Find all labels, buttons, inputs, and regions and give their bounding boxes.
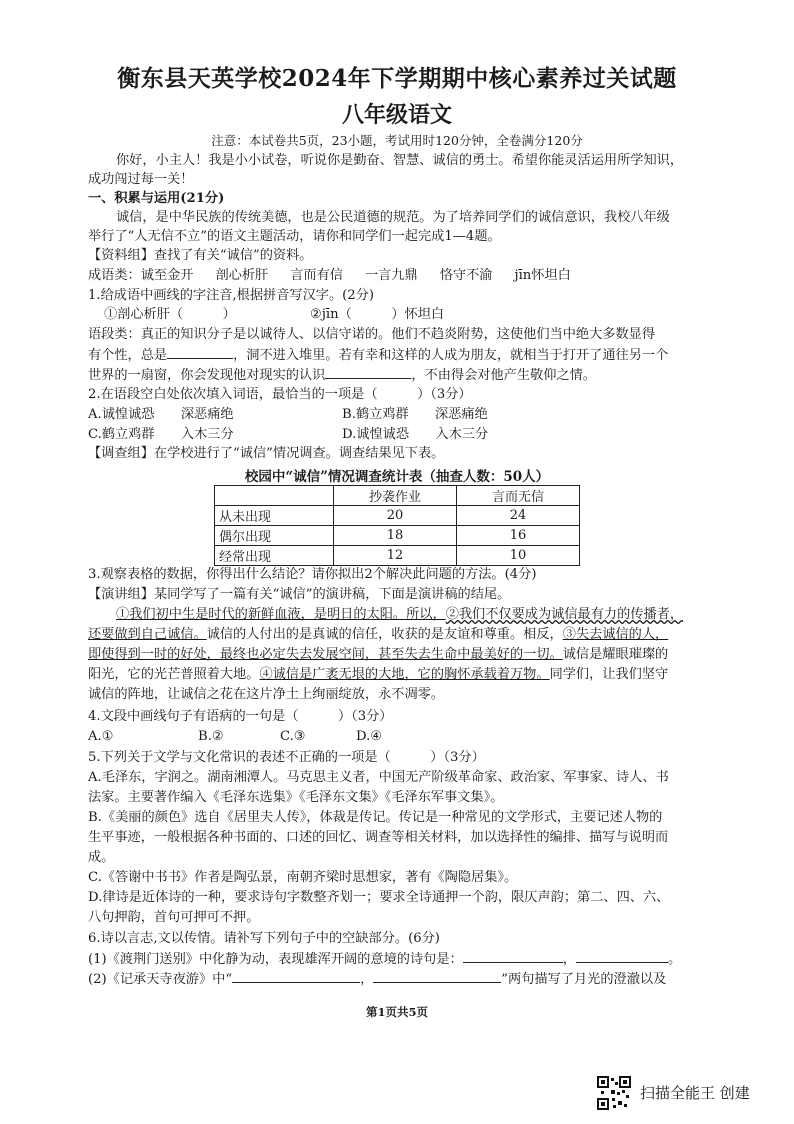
- table-row: 从未出现 20 24: [215, 506, 580, 526]
- diaocha-label: 【调查组】在学校进行了“诚信”情况调查。调查结果见下表。: [88, 446, 445, 461]
- qr-code-icon: [597, 1076, 631, 1110]
- scanner-brand: 扫描全能王 创建: [640, 1084, 750, 1102]
- question-1-b: ②jīn（ ）怀坦白: [310, 307, 445, 322]
- section-heading: 一、积累与运用(21分): [88, 191, 225, 206]
- table-header-col1: 抄袭作业: [334, 486, 457, 506]
- chengyu-label: 成语类：: [88, 268, 141, 283]
- q4-option-b: B.②: [198, 729, 224, 744]
- table-caption: 校园中“诚信”情况调查统计表（抽查人数：50人）: [244, 469, 550, 485]
- table-row: 经常出现 12 10: [215, 546, 580, 566]
- page-number: 第1页共5页: [365, 1005, 428, 1019]
- table-header-col2: 言而无信: [457, 486, 580, 506]
- yanjiang-label: 【演讲组】某同学写了一篇有关“诚信”的演讲稿，下面是演讲稿的结尾。: [88, 587, 511, 602]
- question-5: 5.下列关于文学与文化常识的表述不正确的一项是（ ）（3分）: [88, 750, 485, 765]
- q5-option-b-2: 生平事迹，一般根据各种书面的、口述的回忆、调查等相关材料，加以选择性的编排、描写与说明而: [88, 830, 669, 845]
- exam-note: 注意：本试卷共5页，23小题，考试用时120分钟，全卷满分120分: [211, 133, 583, 148]
- question-1: 1.给成语中画线的字注音,根据拼音写汉字。(2分): [88, 288, 375, 303]
- poem-blank-1[interactable]: [463, 950, 563, 963]
- q5-option-a-1: A.毛泽东，字润之。湖南湘潭人。马克思主义者，中国无产阶级革命家、政治家、军事家、诗人、书: [88, 770, 669, 785]
- yuduan-line-2: 有个性，总是 ，洞不进入堆里。若有幸和这样的人成为朋友，就相当于打开了通往另一个: [88, 348, 669, 363]
- question-6-2: (2)《记承天寺夜游》中“ ， ”两句描写了月光的澄澈以及: [88, 972, 667, 987]
- q4-option-a: A.①: [88, 729, 114, 744]
- chengyu-2: 剖心析肝: [215, 268, 269, 283]
- section-para-1: 诚信，是中华民族的传统美德，也是公民道德的规范。为了培养同学们的诚信意识，我校八年级: [116, 210, 670, 225]
- q5-option-a-2: 法家。主要著作编入《毛泽东选集》《毛泽东文集》《毛泽东军事文集》。: [88, 790, 504, 805]
- chengyu-6: jīn怀坦白: [514, 268, 571, 283]
- table-header-empty: [215, 486, 334, 506]
- chengyu-5: 恪守不渝: [439, 268, 493, 283]
- table-row: 偶尔出现 18 16: [215, 526, 580, 546]
- q4-option-d: D.④: [356, 729, 383, 744]
- speech-line-2: 还要做到自己诚信。诚信的人付出的是真诚的信任，收获的是友谊和尊重。相反，③失去诚信的人，: [88, 627, 669, 642]
- exam-subtitle: 八年级语文: [341, 102, 452, 128]
- chengyu-3: 言而有信: [290, 268, 343, 283]
- chengyu-row: [88, 267, 571, 285]
- question-1-a: ①剖心析肝（ ）: [104, 307, 236, 322]
- question-2: 2.在语段空白处依次填入词语，最恰当的一项是（ ）（3分）: [88, 387, 472, 402]
- q5-option-c: C.《答谢中书书》作者是陶弘景，南朝齐梁时思想家，著有《陶隐居集》。: [88, 870, 518, 885]
- ziliao-label: 【资料组】查找了有关“诚信”的资料。: [88, 248, 313, 263]
- fill-blank-2[interactable]: [325, 366, 411, 379]
- speech-line-1: ①我们初中生是时代的新鲜血液，是明日的太阳。所以，②我们不仅要成为诚信最有力的传播者，: [116, 607, 684, 622]
- question-6-1: (1)《渡荆门送别》中化静为动，表现雄浑开阔的意境的诗句是： ， 。: [88, 952, 682, 967]
- section-para-2: 举行了“人无信不立”的语文主题活动，请你和同学们一起完成1—4题。: [88, 229, 501, 244]
- yuduan-line-3: 世界的一扇窗，你会发现他对现实的认识 ，不由得会对他产生敬仰之情。: [88, 368, 596, 383]
- exam-title: 衡东县天英学校2024年下学期期中核心素养过关试题: [117, 65, 677, 92]
- intro-line-2: 成功闯过每一关！: [88, 172, 194, 187]
- q2-option-b: B.鹤立鸡群 深恶痛绝: [342, 407, 488, 422]
- q5-option-b-3: 成。: [88, 850, 115, 865]
- fill-blank-1[interactable]: [167, 346, 233, 359]
- question-4: 4.文段中画线句子有语病的一句是（ ）（3分）: [88, 709, 393, 724]
- q4-option-c: C.③: [280, 729, 306, 744]
- q5-option-d-2: 八句押韵，首句可押可不押。: [88, 910, 260, 925]
- q2-option-d: D.诚惶诚恐 入木三分: [342, 427, 489, 442]
- q2-option-c: C.鹤立鸡群 入木三分: [88, 427, 234, 442]
- poem-blank-4[interactable]: [373, 970, 501, 983]
- question-6: 6.诗以言志,文以传情。请补写下列句子中的空缺部分。(6分): [88, 931, 440, 946]
- poem-blank-2[interactable]: [576, 950, 668, 963]
- speech-line-3: 即使得到一时的好处，最终也必定失去发展空间，甚至失去生命中最美好的一切。诚信是耀眼璀璨的: [88, 647, 669, 662]
- table-header-row: [215, 486, 580, 506]
- speech-line-5: 诚信的阵地，让诚信之花在这片净土上绚丽绽放，永不凋零。: [88, 687, 445, 702]
- q5-option-d-1: D.律诗是近体诗的一种，要求诗句字数整齐划一；要求全诗通押一个韵，限仄声韵；第二、四、六、: [88, 890, 670, 905]
- poem-blank-3[interactable]: [232, 970, 360, 983]
- speech-line-4: 阳光，它的光芒普照着大地。④诚信是广袤无垠的大地，它的胸怀承载着万物。同学们，让我们坚守: [88, 667, 669, 682]
- question-3: 3.观察表格的数据，你得出什么结论？请你拟出2个解决此问题的方法。(4分): [88, 567, 537, 582]
- intro-line-1: 你好，小主人！我是小小试卷，听说你是勤奋、智慧、诚信的勇士。希望你能灵活运用所学知识，: [116, 153, 684, 168]
- q2-option-a: A.诚惶诚恐 深恶痛绝: [88, 407, 234, 422]
- chengyu-4: 一言九鼎: [365, 268, 418, 283]
- q5-option-b-1: B.《美丽的颜色》选自《居里夫人传》，体裁是传记。传记是一种常见的文学形式，主要记述人物的: [88, 810, 663, 825]
- survey-table: [214, 485, 580, 566]
- yuduan-line-1: 语段类：真正的知识分子是以诚待人、以信守诺的。他们不趋炎附势，这使他们当中绝大多数显得: [88, 327, 656, 342]
- chengyu-1: 诚至金开: [140, 268, 194, 283]
